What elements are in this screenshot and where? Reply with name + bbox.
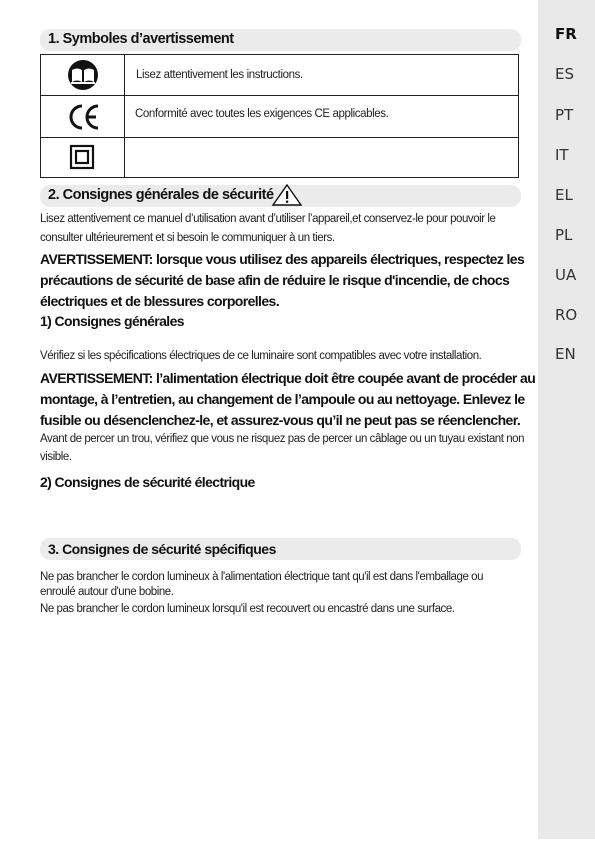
section-3-title: 3. Consignes de sécurité spécifiques <box>48 541 276 557</box>
ce-mark-icon <box>41 96 125 138</box>
section-2-title: 2. Consignes générales de sécurité <box>48 187 274 203</box>
section-3-header <box>40 538 521 560</box>
lang-it[interactable]: IT <box>555 146 569 164</box>
warning-line: fusible ou désenclenchez-le, et assurez-vous qu’il ne peut pas se réenclencher. <box>40 412 521 428</box>
lang-pl[interactable]: PL <box>555 226 573 244</box>
symbol-text: Conformité avec toutes les exigences CE applicables. <box>135 108 389 120</box>
warning-line: montage, à l’entretien, au changement de l’ampoule ou au nettoyage. Enlevez le <box>40 391 525 407</box>
lang-el[interactable]: EL <box>555 186 573 204</box>
symbol-row <box>41 96 518 138</box>
warning-line: AVERTISSEMENT: l’alimentation électrique doit être coupée avant de procéder au <box>40 370 536 386</box>
intro-line: consulter ultérieurement et si besoin le communiquer à un tiers. <box>40 232 335 244</box>
section-2-header <box>40 185 521 207</box>
subheading-general: 1) Consignes générales <box>40 313 184 329</box>
section-1-header <box>40 29 521 51</box>
specific-line: Ne pas brancher le cordon lumineux à l'alimentation électrique tant qu'il est dans l'emballage ou <box>40 571 484 583</box>
specific-line: Ne pas brancher le cordon lumineux lorsqu'il est recouvert ou encastré dans une surface. <box>40 603 455 615</box>
drill-line: visible. <box>40 451 72 463</box>
class-ii-icon <box>41 138 125 177</box>
symbol-row <box>41 138 518 177</box>
subheading-electrical: 2) Consignes de sécurité électrique <box>40 474 255 490</box>
symbol-row <box>41 55 518 96</box>
check-line: Vérifiez si les spécifications électriques de ce luminaire sont compatibles avec votre installation. <box>40 350 482 362</box>
symbol-text: Lisez attentivement les instructions. <box>136 69 303 81</box>
lang-ua[interactable]: UA <box>555 266 577 284</box>
specific-line: enroulé autour d'une bobine. <box>40 586 174 598</box>
read-instructions-icon <box>41 55 125 96</box>
warning-line: précautions de sécurité de base afin de réduire le risque d'incendie, de chocs <box>40 272 510 288</box>
warning-line: électriques et de blessures corporelles. <box>40 293 280 309</box>
lang-fr[interactable]: FR <box>555 25 577 43</box>
lang-en[interactable]: EN <box>555 345 576 363</box>
lang-ro[interactable]: RO <box>555 306 578 324</box>
language-sidebar <box>538 0 595 839</box>
drill-line: Avant de percer un trou, vérifiez que vous ne risquez pas de percer un câblage ou un tuyau existant non <box>40 433 525 445</box>
lang-pt[interactable]: PT <box>555 106 574 124</box>
symbol-table <box>40 54 519 178</box>
lang-es[interactable]: ES <box>555 65 574 83</box>
section-1-title: 1. Symboles d’avertissement <box>48 31 234 47</box>
warning-triangle-icon <box>270 183 304 207</box>
intro-line: Lisez attentivement ce manuel d’utilisation avant d’utiliser l’appareil,et conservez-le pour pouvoir le <box>40 213 496 225</box>
warning-line: AVERTISSEMENT: lorsque vous utilisez des appareils électriques, respectez les <box>40 251 525 267</box>
